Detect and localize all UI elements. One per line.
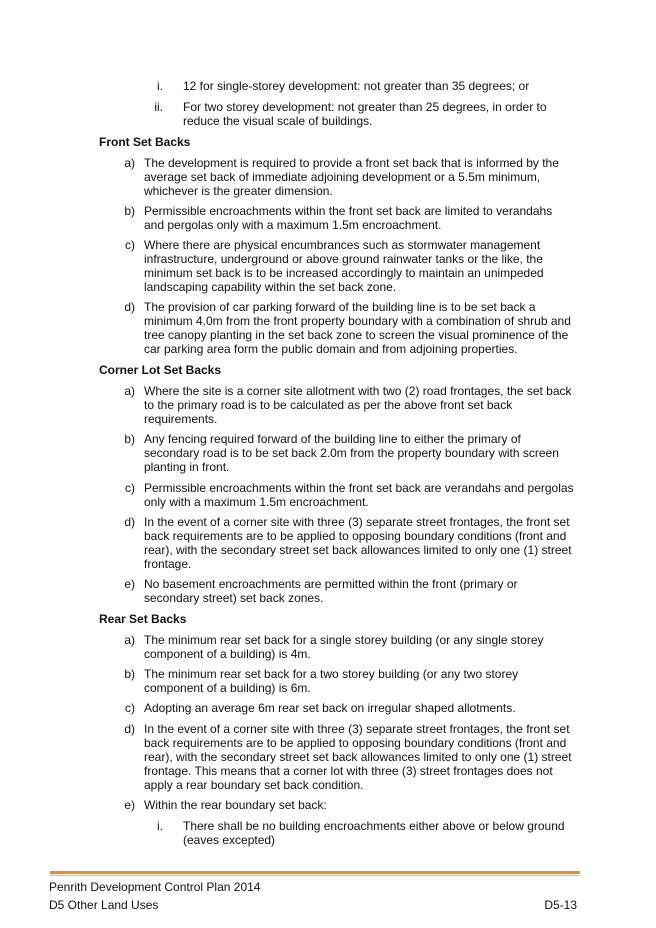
footer-divider bbox=[50, 871, 580, 874]
section-heading: Front Set Backs bbox=[99, 135, 191, 149]
list-marker: a) bbox=[124, 633, 135, 647]
list-text: In the event of a corner site with three (3) separate street frontages, the front set back requirements are to be applied to opposing boundary conditions (front and rear), with the secondary street set back allowances limited to only one (1) street frontage. bbox=[144, 515, 572, 571]
section-heading: Rear Set Backs bbox=[99, 612, 187, 626]
list-marker: a) bbox=[124, 156, 135, 170]
list-marker: c) bbox=[125, 701, 135, 715]
list-marker: b) bbox=[124, 204, 135, 218]
list-marker: i. bbox=[157, 819, 163, 833]
list-text: 12 for single-storey development: not greater than 35 degrees; or bbox=[183, 79, 530, 93]
list-marker: c) bbox=[125, 481, 135, 495]
list-text: For two storey development: not greater than 25 degrees, in order to reduce the visual scale of buildings. bbox=[183, 100, 547, 128]
list-text: No basement encroachments are permitted within the front (primary or secondary street) set back zones. bbox=[144, 577, 518, 605]
footer-divider-shadow bbox=[50, 875, 580, 876]
list-text: Permissible encroachments within the front set back are verandahs and pergolas only with a maximum 1.5m encroachment. bbox=[144, 481, 574, 509]
list-text: Where there are physical encumbrances such as stormwater management infrastructure, underground or above ground rainwater tanks or the like, the minimum set back is to be increased accordingly to maintain an unimpeded landscaping capability within the set back zone. bbox=[144, 238, 544, 294]
list-text: Where the site is a corner site allotment with two (2) road frontages, the set back to the primary road is to be calculated as per the above front set back requirements. bbox=[144, 384, 572, 426]
list-marker: d) bbox=[124, 515, 135, 529]
list-marker: c) bbox=[125, 238, 135, 252]
list-marker: d) bbox=[124, 300, 135, 314]
list-marker: i. bbox=[157, 79, 163, 93]
list-text: There shall be no building encroachments either above or below ground (eaves excepted) bbox=[183, 819, 565, 847]
list-text: The provision of car parking forward of the building line is to be set back a minimum 4.0m from the front property boundary with a combination of shrub and tree canopy planting in the set back zone to screen the visual prominence of the car parking area form the public domain and from adjoining properties. bbox=[144, 300, 571, 356]
list-text: Adopting an average 6m rear set back on irregular shaped allotments. bbox=[144, 701, 516, 715]
list-marker: a) bbox=[124, 384, 135, 398]
list-marker: b) bbox=[124, 432, 135, 446]
list-text: The development is required to provide a front set back that is informed by the average set back of immediate adjoining development or a 5.5m minimum, whichever is the greater dimension. bbox=[144, 156, 559, 198]
list-marker: e) bbox=[124, 577, 135, 591]
footer-title: Penrith Development Control Plan 2014 bbox=[49, 880, 261, 894]
list-text: Within the rear boundary set back: bbox=[144, 798, 327, 812]
footer-section: D5 Other Land Uses bbox=[49, 898, 159, 912]
list-marker: e) bbox=[124, 798, 135, 812]
list-marker: ii. bbox=[154, 100, 163, 114]
list-text: Permissible encroachments within the front set back are limited to verandahs and pergolas only with a maximum 1.5m encroachment. bbox=[144, 204, 553, 232]
list-marker: b) bbox=[124, 667, 135, 681]
list-marker: d) bbox=[124, 722, 135, 736]
page-number: D5-13 bbox=[544, 898, 577, 912]
list-text: The minimum rear set back for a single storey building (or any single storey component of a building) is 4m. bbox=[144, 633, 544, 661]
list-text: The minimum rear set back for a two storey building (or any two storey component of a building) is 6m. bbox=[144, 667, 519, 695]
list-text: In the event of a corner site with three (3) separate street frontages, the front set back requirements are to be applied to opposing boundary conditions (front and rear), with the secondary street set back allowances limited to only one (1) street frontage. This means that a corner lot with three (3) street frontages does not apply a rear boundary set back condition. bbox=[144, 722, 572, 792]
list-text: Any fencing required forward of the building line to either the primary of secondary road is to be set back 2.0m from the property boundary with screen planting in front. bbox=[144, 432, 559, 474]
section-heading: Corner Lot Set Backs bbox=[99, 363, 222, 377]
